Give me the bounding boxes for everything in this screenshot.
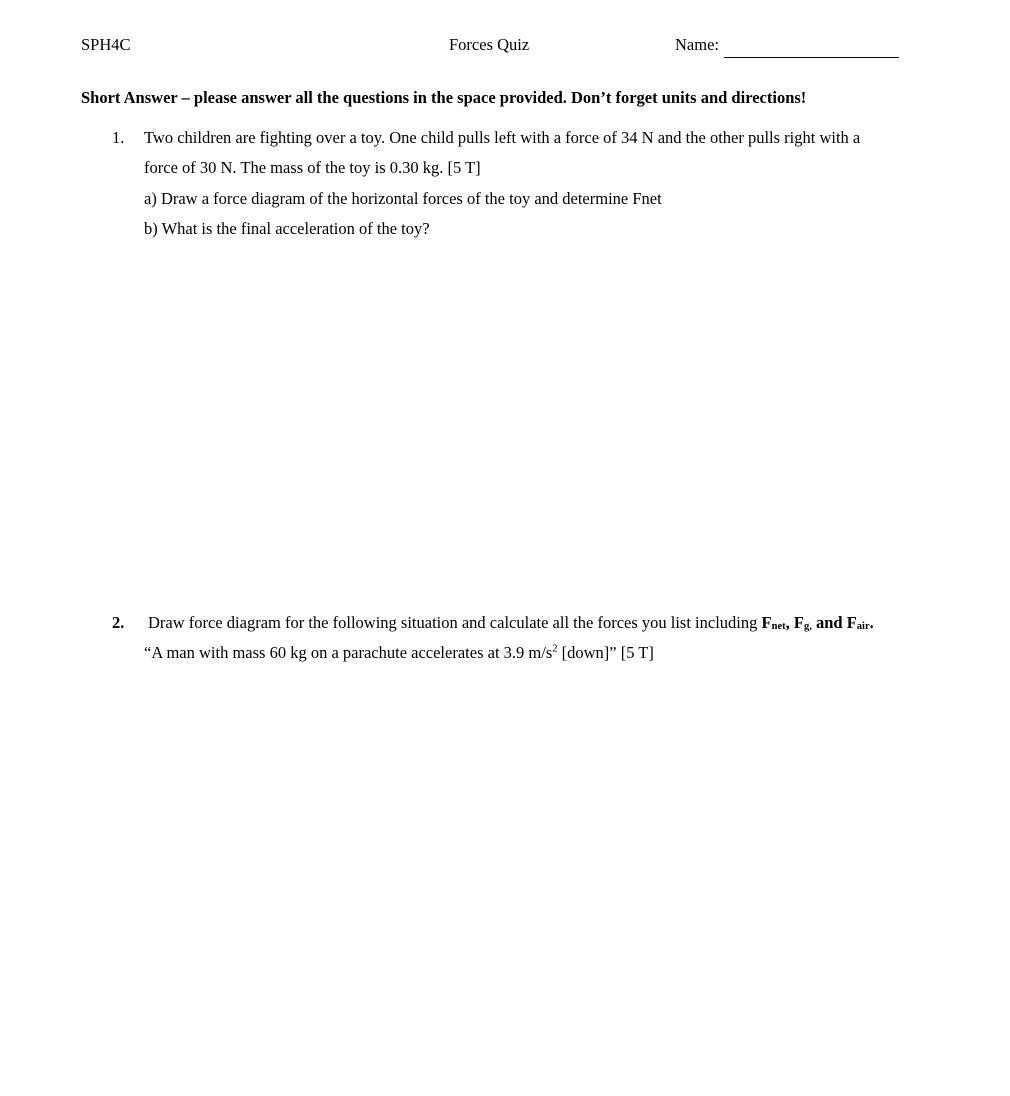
question-1-line-1: Two children are fighting over a toy. One child pulls left with a force of 34 N and the other pulls right with a [144,128,861,147]
name-label: Name: [675,35,719,54]
force-air-label: Fair. [846,613,874,632]
question-2-text: Draw force diagram for the following situation and calculate all the forces you list including [148,613,758,632]
and-word: and [815,613,843,632]
quiz-title: Forces Quiz [449,35,530,54]
question-2-scenario-end: [down]” [5 T] [557,643,654,662]
name-field[interactable] [675,35,899,56]
question-1-part-a: a) Draw a force diagram of the horizontal forces of the toy and determine Fnet [144,189,662,208]
question-2-line-1 [148,613,874,633]
question-2-scenario: “A man with mass 60 kg on a parachute accelerates at 3.9 m/s [144,643,553,662]
question-1-line-2: force of 30 N. The mass of the toy is 0.30 kg. [5 T] [144,158,481,177]
question-2-number: 2. [112,613,125,632]
course-code: SPH4C [81,35,131,54]
question-1-number: 1. [112,128,125,147]
instructions-heading: Short Answer – please answer all the questions in the space provided. Don’t forget units and directions! [81,88,807,107]
force-g-label: Fg, [793,613,812,632]
squared-superscript: 2 [552,643,558,655]
question-1-part-b: b) What is the final acceleration of the toy? [144,219,430,238]
force-net-label: Fnet, [761,613,790,632]
question-2-line-2 [144,643,654,663]
name-blank-line[interactable] [724,37,899,58]
